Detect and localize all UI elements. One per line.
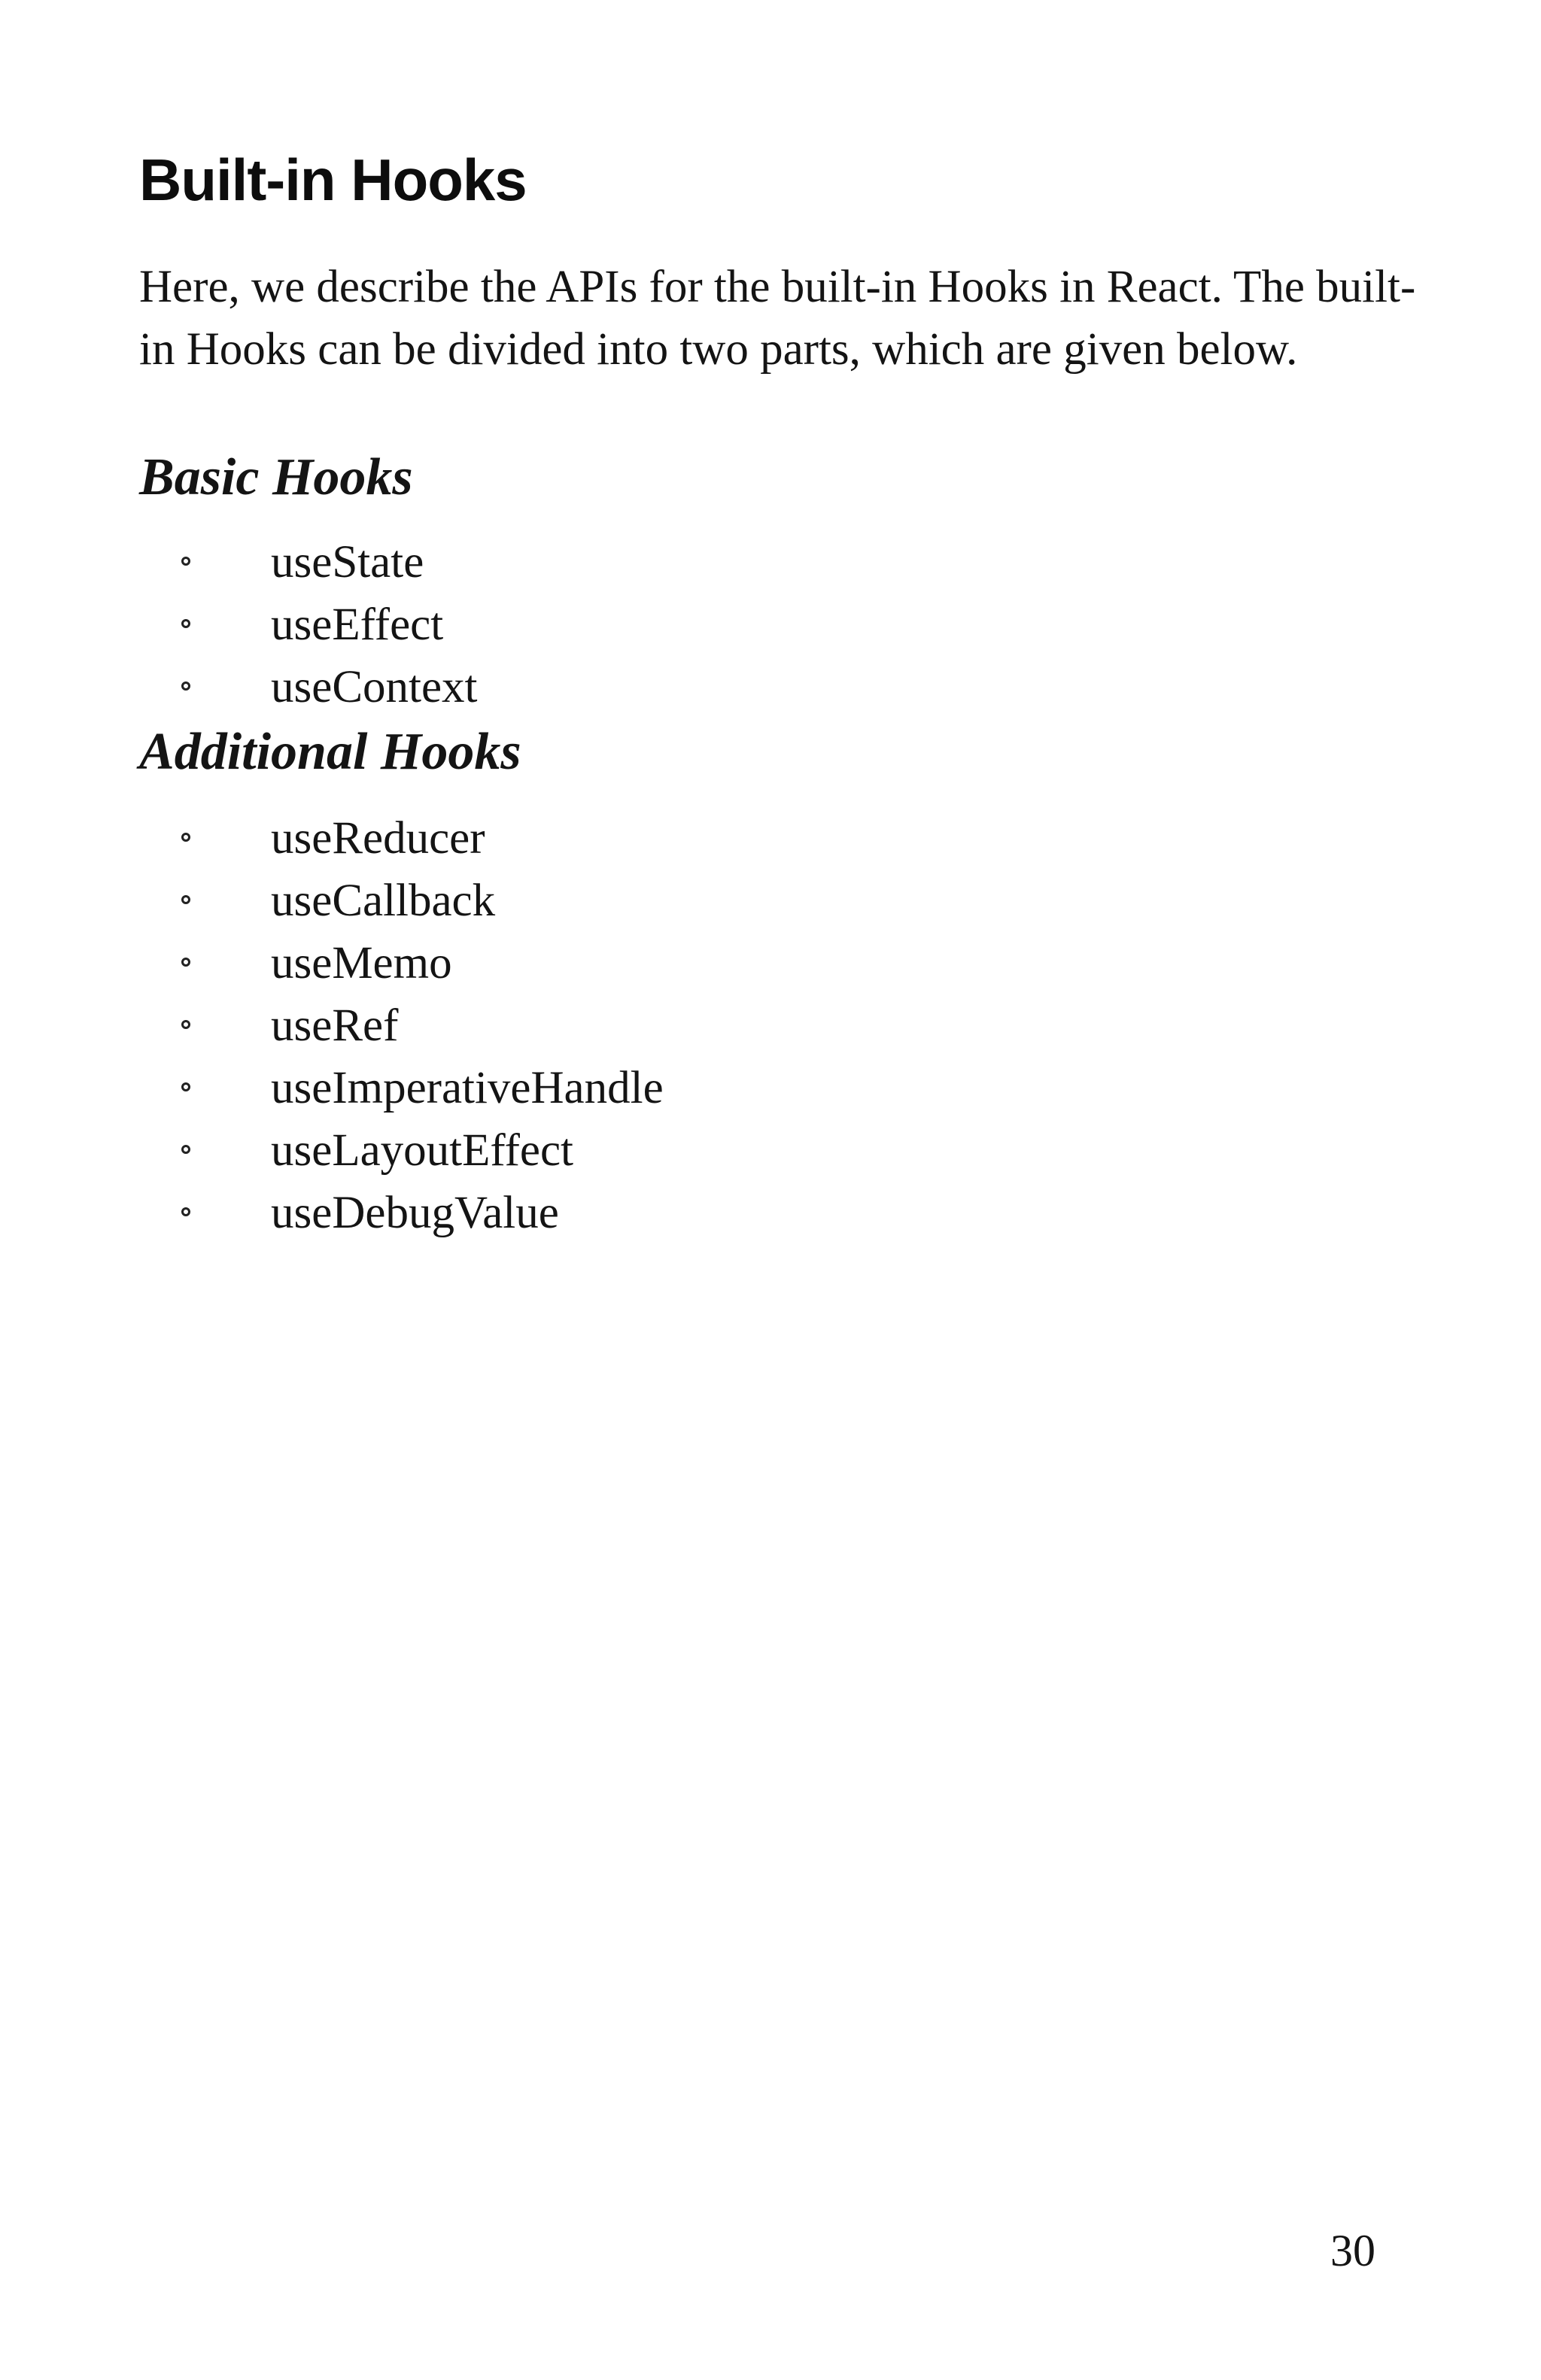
hook-name: useEffect (271, 600, 444, 650)
hook-name: useState (271, 537, 424, 587)
hollow-bullet-icon (181, 682, 190, 691)
list-item (0, 875, 903, 937)
hook-name: useLayoutEffect (271, 1125, 573, 1176)
basic-hooks-list (0, 536, 903, 724)
hook-name: useContext (271, 662, 478, 712)
hollow-bullet-icon (181, 619, 190, 628)
hollow-bullet-icon (181, 557, 190, 566)
list-item (0, 661, 903, 724)
page-number: 30 (1330, 2226, 1375, 2275)
list-item (0, 1187, 903, 1249)
hollow-bullet-icon (181, 1207, 190, 1216)
hook-name: useDebugValue (271, 1188, 559, 1238)
hollow-bullet-icon (181, 958, 190, 967)
hook-name: useReducer (271, 813, 485, 864)
basic-hooks-title: Basic Hooks (139, 448, 413, 506)
additional-hooks-list (0, 812, 903, 1249)
hollow-bullet-icon (181, 833, 190, 842)
list-item (0, 599, 903, 661)
hook-name: useMemo (271, 938, 452, 988)
hollow-bullet-icon (181, 1020, 190, 1029)
list-item (0, 1062, 903, 1125)
list-item (0, 1000, 903, 1062)
page-heading: Built-in Hooks (139, 147, 527, 213)
list-item (0, 812, 903, 875)
hook-name: useImperativeHandle (271, 1063, 664, 1113)
hollow-bullet-icon (181, 895, 190, 904)
intro-paragraph: Here, we describe the APIs for the built-in Hooks in React. The built-in Hooks can be divided into two parts, which are given below. (139, 262, 1416, 375)
additional-hooks-title: Additional Hooks (139, 723, 521, 781)
hollow-bullet-icon (181, 1082, 190, 1091)
hook-name: useCallback (271, 876, 496, 926)
hook-name: useRef (271, 1000, 399, 1051)
list-item (0, 1125, 903, 1187)
hollow-bullet-icon (181, 1145, 190, 1154)
list-item (0, 937, 903, 1000)
list-item (0, 536, 903, 599)
